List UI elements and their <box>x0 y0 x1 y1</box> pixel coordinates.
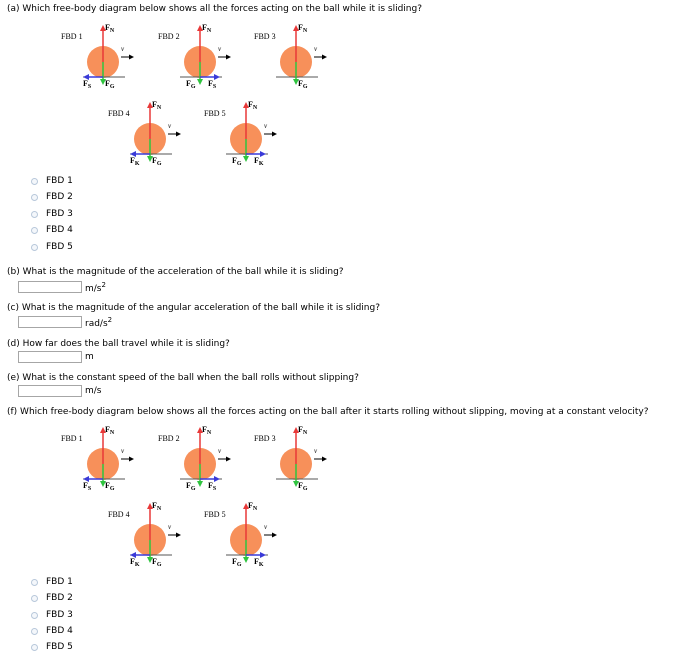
option-label: FBD 2 <box>46 593 73 603</box>
radio-button[interactable] <box>31 244 38 251</box>
option-label: FBD 2 <box>46 192 73 202</box>
acceleration-input[interactable] <box>18 281 82 293</box>
answer-c <box>18 316 112 328</box>
radio-button[interactable] <box>31 178 38 185</box>
svg-text:v: v <box>218 447 222 455</box>
option-label: FBD 4 <box>46 225 73 235</box>
option-a-fbd-3[interactable] <box>31 208 73 220</box>
option-label: FBD 1 <box>46 577 73 587</box>
unit-label: m <box>85 352 94 362</box>
svg-text:FG: $F_G$ <box>152 156 162 167</box>
svg-text:v: v <box>121 45 125 53</box>
svg-text:FN: $F_N$ <box>105 425 115 436</box>
answer-d <box>18 351 94 363</box>
option-label: FBD 3 <box>46 610 73 620</box>
svg-text:FG: $F_G$ <box>232 156 242 167</box>
svg-text:v: v <box>168 523 172 531</box>
svg-text:FBD 2: FBD 2 <box>158 434 180 443</box>
option-f-fbd-2[interactable] <box>31 592 73 604</box>
radio-button[interactable] <box>31 612 38 619</box>
svg-text:FG: $F_G$ <box>186 79 196 90</box>
option-label: FBD 4 <box>46 626 73 636</box>
svg-text:v: v <box>121 447 125 455</box>
svg-text:FG: $F_G$ <box>298 481 308 492</box>
option-label: FBD 1 <box>46 176 73 186</box>
svg-text:FK: $F_K$ <box>130 156 140 167</box>
option-label: FBD 5 <box>46 642 73 652</box>
svg-text:FG: $F_G$ <box>105 79 115 90</box>
radio-button[interactable] <box>31 579 38 586</box>
radio-button[interactable] <box>31 595 38 602</box>
radio-button[interactable] <box>31 194 38 201</box>
svg-text:FS: $F_S$ <box>208 79 217 90</box>
svg-text:FBD 1: FBD 1 <box>61 434 83 443</box>
svg-text:FBD 4: FBD 4 <box>108 510 130 519</box>
option-f-fbd-5[interactable] <box>31 641 73 653</box>
option-a-fbd-2[interactable] <box>31 191 73 203</box>
question-a-text: (a) Which free-body diagram below shows all the forces acting on the ball while it is sliding? <box>7 4 422 14</box>
option-label: FBD 3 <box>46 209 73 219</box>
fbd-5 <box>198 96 308 186</box>
svg-text:v: v <box>168 122 172 130</box>
svg-text:v: v <box>264 523 268 531</box>
svg-text:FS: $F_S$ <box>208 481 217 492</box>
fbd-4 <box>102 497 212 587</box>
svg-text:v: v <box>264 122 268 130</box>
svg-text:FS: $F_S$ <box>83 481 92 492</box>
svg-text:FG: $F_G$ <box>186 481 196 492</box>
svg-text:v: v <box>218 45 222 53</box>
question-e-text: (e) What is the constant speed of the ball when the ball rolls without slipping? <box>7 373 359 383</box>
svg-text:FK: $F_K$ <box>130 557 140 568</box>
svg-text:FN: $F_N$ <box>105 23 115 34</box>
svg-text:FBD 2: FBD 2 <box>158 32 180 41</box>
svg-text:FN: $F_N$ <box>248 501 258 512</box>
speed-input[interactable] <box>18 385 82 397</box>
unit-label: m/s <box>85 386 102 396</box>
svg-text:FN: $F_N$ <box>248 100 258 111</box>
svg-text:FK: $F_K$ <box>254 557 264 568</box>
unit-label: rad/$s^2$ <box>85 315 113 329</box>
svg-text:FN: $F_N$ <box>202 425 212 436</box>
option-a-fbd-1[interactable] <box>31 175 73 187</box>
svg-text:v: v <box>314 45 318 53</box>
distance-input[interactable] <box>18 351 82 363</box>
radio-button[interactable] <box>31 211 38 218</box>
svg-text:FN: $F_N$ <box>298 425 308 436</box>
radio-button[interactable] <box>31 227 38 234</box>
svg-text:FN: $F_N$ <box>152 501 162 512</box>
svg-text:FBD 4: FBD 4 <box>108 109 130 118</box>
option-a-fbd-5[interactable] <box>31 241 73 253</box>
svg-text:FN: $F_N$ <box>202 23 212 34</box>
unit-label: $m/s^2$ <box>85 280 106 294</box>
svg-text:v: v <box>314 447 318 455</box>
svg-text:FBD 5: FBD 5 <box>204 510 226 519</box>
question-d-text: (d) How far does the ball travel while it is sliding? <box>7 339 230 349</box>
question-f-text: (f) Which free-body diagram below shows all the forces acting on the ball after it starts rolling without slipping, moving at a constant velocity? <box>7 407 649 417</box>
fbd-5 <box>198 497 308 587</box>
svg-text:FN: $F_N$ <box>298 23 308 34</box>
radio-button[interactable] <box>31 628 38 635</box>
svg-text:FG: $F_G$ <box>298 79 308 90</box>
svg-text:FS: $F_S$ <box>83 79 92 90</box>
svg-text:FN: $F_N$ <box>152 100 162 111</box>
svg-text:FG: $F_G$ <box>232 557 242 568</box>
svg-text:FG: $F_G$ <box>152 557 162 568</box>
option-f-fbd-3[interactable] <box>31 609 73 621</box>
svg-text:FBD 5: FBD 5 <box>204 109 226 118</box>
option-f-fbd-1[interactable] <box>31 576 73 588</box>
option-f-fbd-4[interactable] <box>31 625 73 637</box>
question-c-text: (c) What is the magnitude of the angular acceleration of the ball while it is sliding? <box>7 303 381 313</box>
fbd-4 <box>102 96 212 186</box>
option-a-fbd-4[interactable] <box>31 224 73 236</box>
answer-b <box>18 281 106 293</box>
angular-acceleration-input[interactable] <box>18 316 82 328</box>
fbd-label: FBD 1 <box>61 32 83 41</box>
option-label: FBD 5 <box>46 242 73 252</box>
answer-e <box>18 385 102 397</box>
radio-button[interactable] <box>31 644 38 651</box>
svg-text:FG: $F_G$ <box>105 481 115 492</box>
svg-text:FBD 3: FBD 3 <box>254 434 276 443</box>
question-b-text: (b) What is the magnitude of the acceleration of the ball while it is sliding? <box>7 267 344 277</box>
svg-text:FBD 3: FBD 3 <box>254 32 276 41</box>
svg-text:FK: $F_K$ <box>254 156 264 167</box>
